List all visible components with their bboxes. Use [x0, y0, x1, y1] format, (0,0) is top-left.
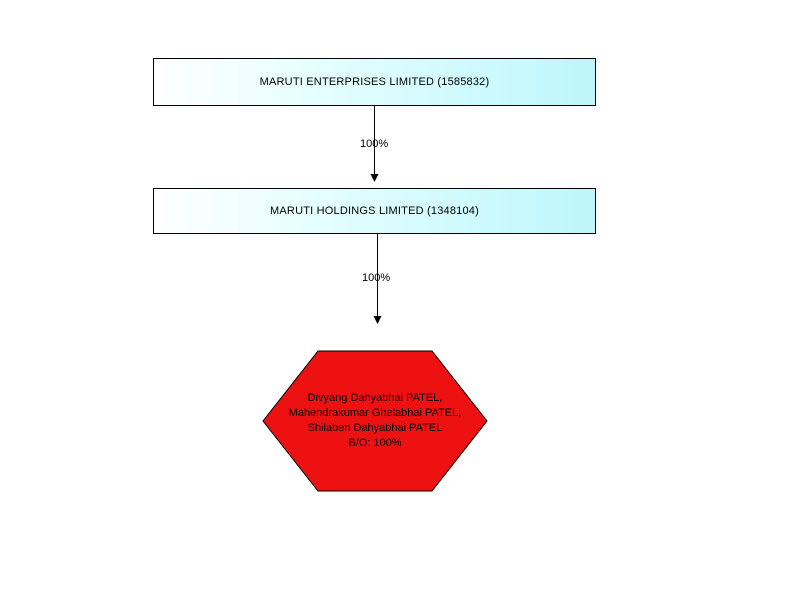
edge-label-ownership-2: 100% [362, 272, 391, 284]
beneficial-ownership-percent: B/O: 100% [348, 437, 402, 449]
hexagon-shape [262, 350, 488, 492]
node-label: MARUTI ENTERPRISES LIMITED (1585832) [259, 76, 490, 88]
owner-line-1: Divyang Dahyabhai PATEL, [307, 392, 443, 404]
owner-line-2: Mahendrakumar Ghelabhai PATEL, [288, 407, 462, 419]
edge-label-ownership-1: 100% [360, 138, 389, 150]
owner-line-3: Shilaben Dahyabhai PATEL [307, 422, 443, 434]
node-beneficial-owners[interactable] [262, 350, 488, 492]
node-maruti-enterprises-limited[interactable] [153, 58, 596, 106]
node-maruti-holdings-limited[interactable] [153, 188, 596, 234]
node-label: MARUTI HOLDINGS LIMITED (1348104) [270, 205, 479, 217]
